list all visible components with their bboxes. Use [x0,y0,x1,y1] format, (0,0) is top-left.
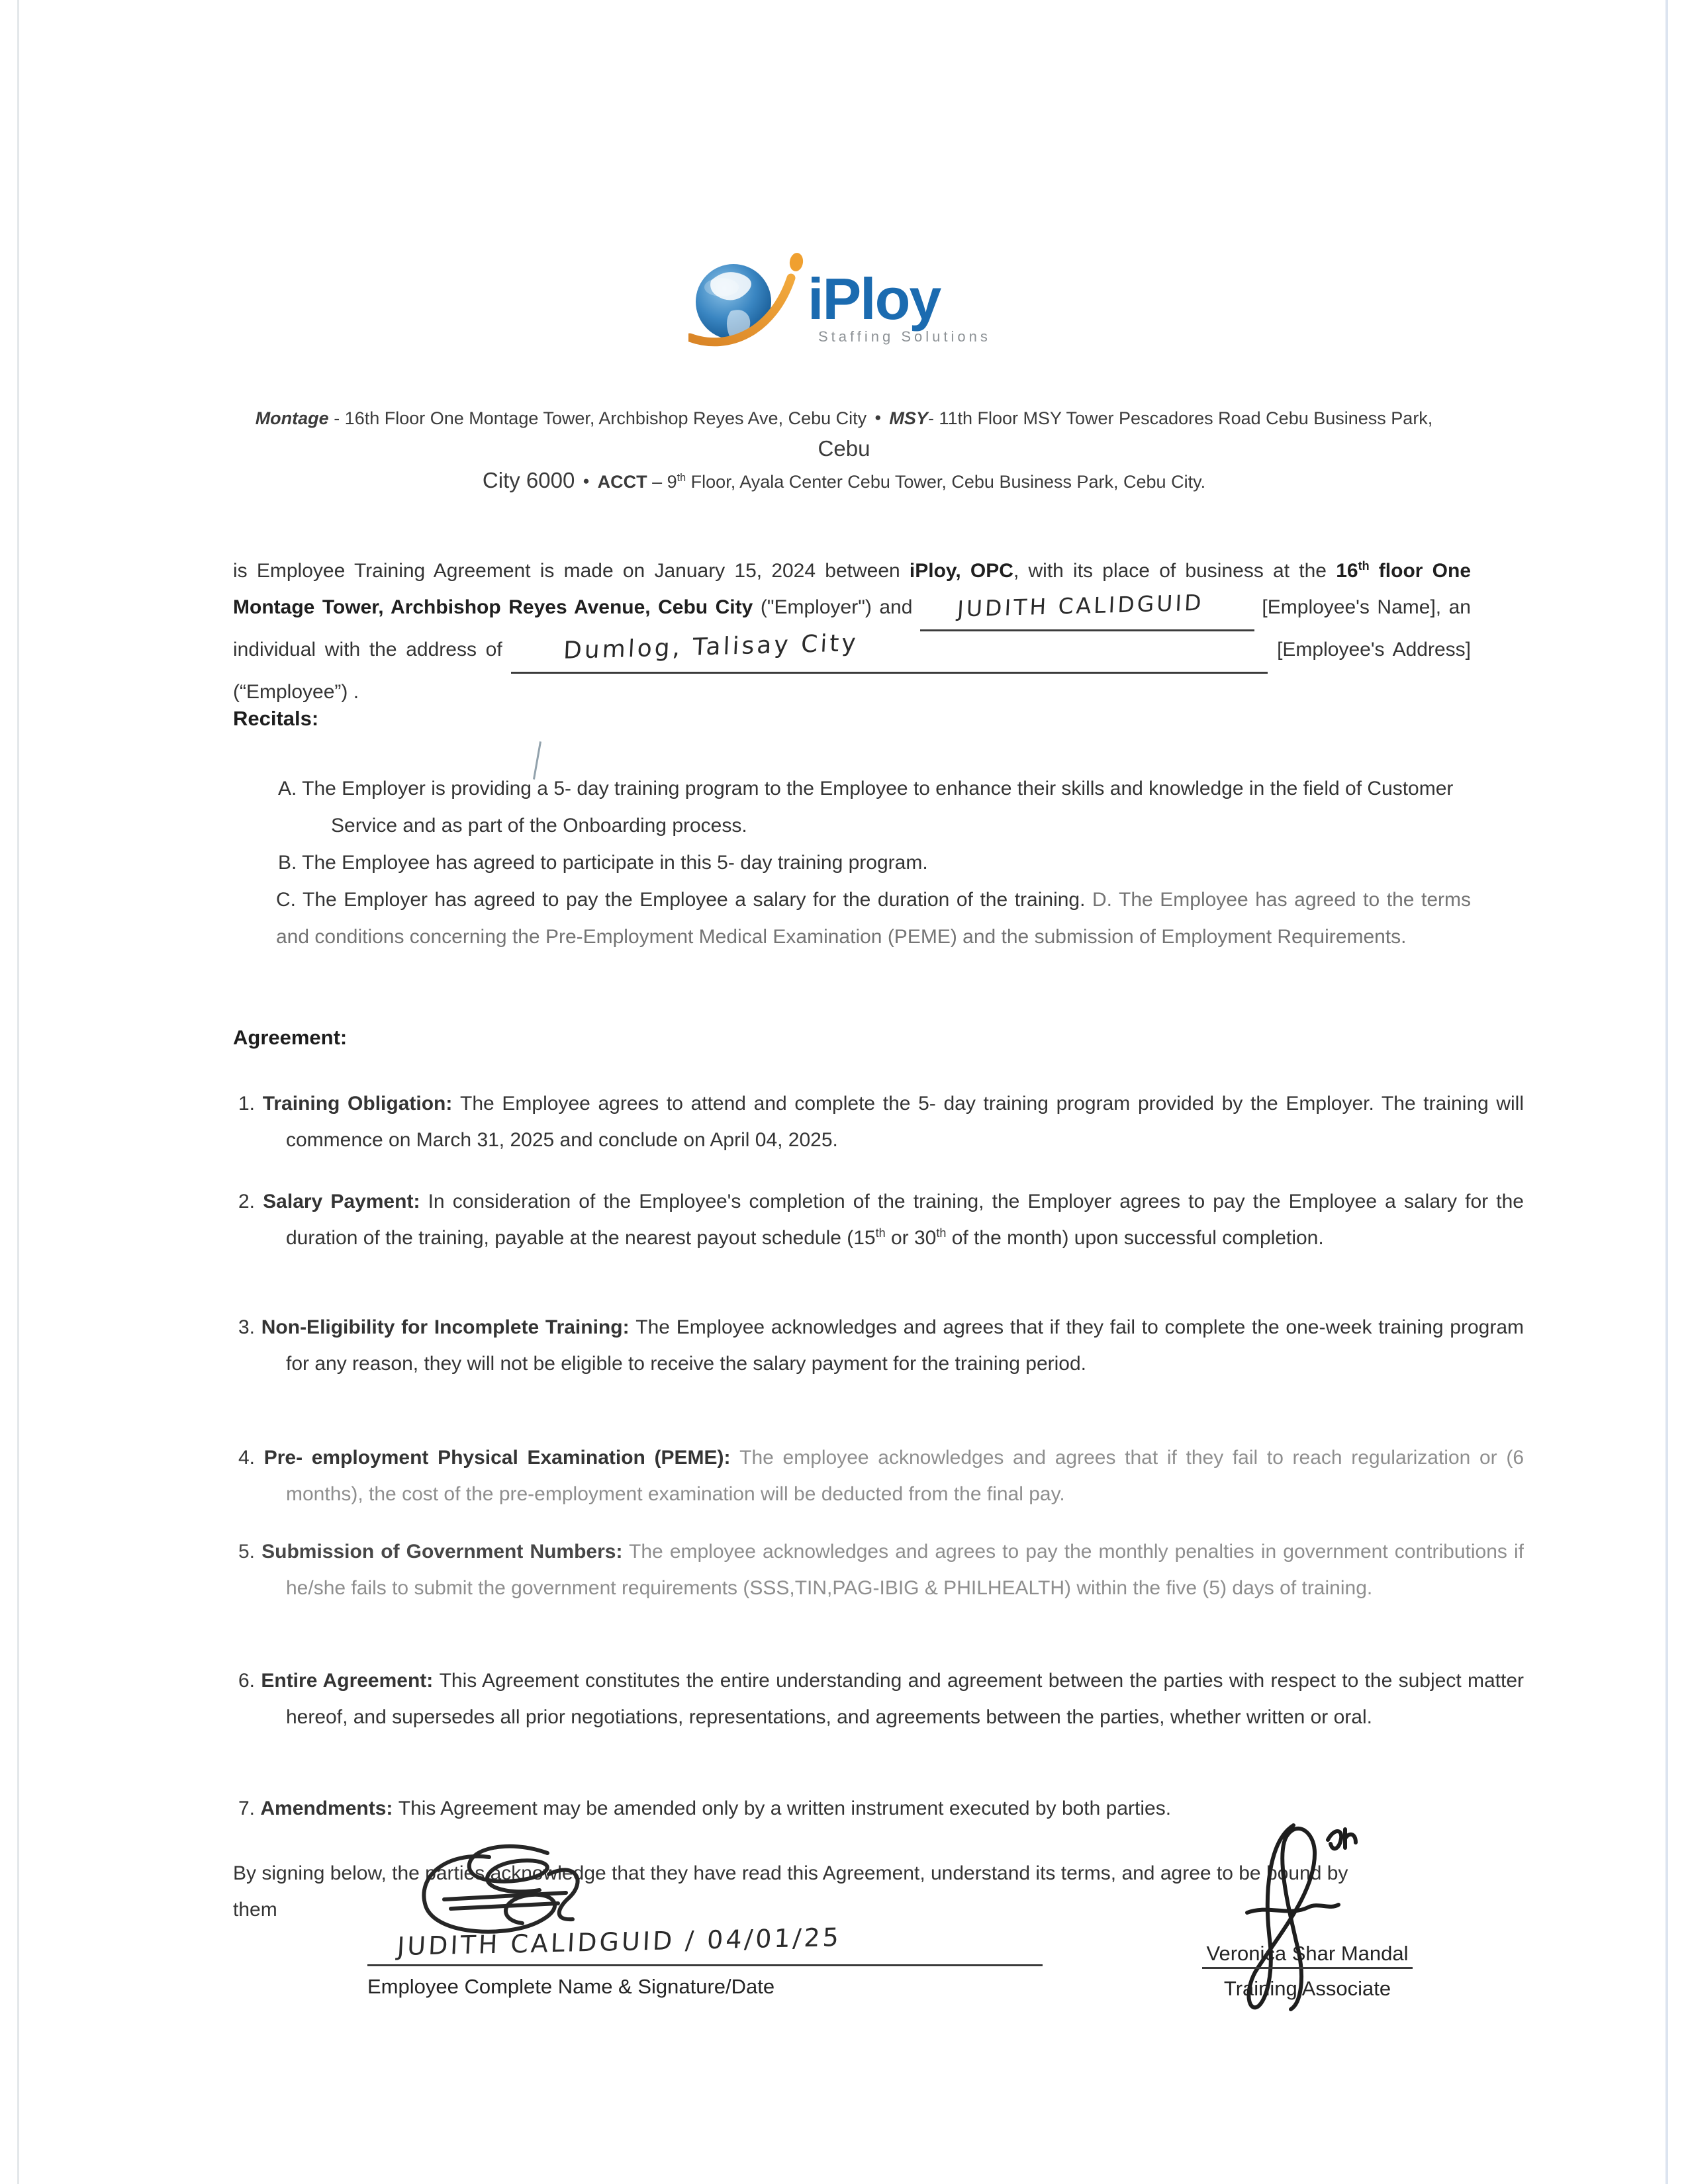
trainer-name: Veronica Shar Mandal [1202,1942,1412,1969]
agreement-heading: Agreement: [233,1026,348,1049]
employee-address-handwritten: Dumlog, Talisay City [563,629,859,664]
item-7-number: 7. [238,1797,256,1819]
employee-signature-line [367,1964,1043,1966]
item-6-separator: : [426,1670,440,1692]
item-2-number: 2. [238,1191,256,1212]
brand-text: iPloy [808,266,941,332]
address-large-seg-1: Cebu [818,436,870,461]
item-2-separator: : [413,1191,428,1212]
recital-item-a [233,770,1471,844]
office-address-header [248,402,1440,497]
item-3-separator: : [622,1316,636,1338]
agreement-item-2 [238,1183,1524,1256]
item-5-title: Submission of Government Numbers: [261,1541,623,1563]
recital-d-text-gray: D. The Employee has agreed to the terms and conditions concerning the Pre-Employment Medical Examination (PEME) and the submission of Employment Requirements. [276,889,1471,948]
acct-office-text-2: Floor, Ayala Center Cebu Tower, Cebu Business Park, Cebu City. [686,472,1206,492]
intro-seg-2: , with its place of business at the [1013,560,1336,582]
company-logo [0,246,1688,349]
item-2-body-2: or 30 [885,1227,937,1249]
agreement-item-5 [238,1533,1524,1606]
item-4-title: Pre- employment Physical Examination (PEME) [263,1447,724,1469]
item-2-superscript-30th: th [936,1226,947,1240]
floor-number-bold: 16 [1336,560,1358,582]
msy-office-text: - 11th Floor MSY Tower Pescadores Road Cebu Business Park, [927,408,1433,428]
item-2-body-1: In consideration of the Employee's completion of the training, the Employer agrees to pay the Employee a salary for the duration of the training, payable at the nearest payout schedule (15 [286,1191,1524,1249]
acct-office-text-1: – 9 [647,472,677,492]
item-3-title: Non-Eligibility for Incomplete Training [261,1316,623,1338]
closing-paragraph: By signing below, the parties acknowledge that they have read this Agreement, understand its terms, and agree to be bound by them [233,1862,1348,1921]
item-6-body: This Agreement constitutes the entire understanding and agreement between the parties with respect to the subject matter hereof, and supersedes all prior negotiations, representations, and agreements between the parties, whether written or oral. [286,1670,1524,1728]
employee-name-date-handwritten [396,1922,842,1962]
item-1-separator: : [445,1093,461,1115]
item-6-number: 6. [238,1670,256,1692]
intro-seg-1: is Employee Training Agreement is made on January 15, 2024 between [233,560,910,582]
montage-office-text: - 16th Floor One Montage Tower, Archbishop Reyes Ave, Cebu City [328,408,867,428]
recital-a-text: The Employer is providing a 5- day training program to the Employee to enhance their skills and knowledge in the field of Customer Service and as part of the Onboarding process. [302,778,1454,837]
item-3-number: 3. [238,1316,256,1338]
acct-office-label: ACCT [597,472,647,492]
item-1-title: Training Obligation [262,1093,446,1115]
item-5-body: The employee acknowledges and agrees to pay the monthly penalties in government contributions if he/she fails to submit the government requirements (SSS,TIN,PAG-IBIG & PHILHEALTH) within the five (5) days of training. [286,1541,1524,1599]
item-1-number: 1. [238,1093,256,1115]
trainer-role-label: Training Associate [1223,1977,1391,2000]
item-7-body: This Agreement may be amended only by a written instrument executed by both parties. [398,1797,1172,1819]
recital-b-text: The Employee has agreed to participate in this 5- day training program. [302,852,928,874]
montage-office-label: Montage [255,408,329,428]
company-name-bold: iPloy, OPC [909,560,1013,582]
intro-seg-5: [Employee's Address] (“Employee”) . [233,639,1471,703]
recitals-heading: Recitals: [233,707,319,730]
agreement-item-4 [238,1439,1524,1512]
intro-seg-3: ("Employer") and [760,596,920,618]
employee-name-date-text: JUDITH CALIDGUID / 04/01/25 [396,1922,842,1962]
bullet-separator-icon: ● [583,475,590,487]
acct-floor-superscript: th [677,472,686,484]
intro-seg-4: [Employee's Name], an individual with the address of [233,596,1471,660]
item-5-separator [622,1541,629,1563]
agreement-item-1 [238,1085,1524,1158]
recital-item-c [233,882,1471,956]
employee-signature-label: Employee Complete Name & Signature/Date [367,1975,775,1998]
business-address-bold: floor One Montage Tower, Archbishop Reyes Avenue, Cebu City [233,560,1471,618]
address-large-seg-2: City 6000 [482,468,575,492]
iploy-logo-graphic [688,246,1000,349]
item-7-title: Amendments [260,1797,387,1819]
item-4-body: The employee acknowledges and agrees that if they fail to reach regularization or (6 months), the cost of the pre-employment examination will be deducted from the final pay. [286,1447,1524,1505]
item-2-body-3: of the month) upon successful completion. [946,1227,1324,1249]
recitals-list [233,770,1471,956]
recital-c-label: C. [276,889,296,911]
bullet-separator-icon: ● [874,411,882,424]
item-2-superscript-15th: th [875,1226,886,1240]
employee-name-blank [920,589,1254,631]
intro-paragraph [233,553,1471,710]
employee-address-blank [511,629,1268,674]
agreement-item-3 [238,1309,1524,1382]
address-line-2 [248,465,1440,497]
trainer-signature-block [1165,1942,1450,2001]
recital-b-label: B. [278,852,297,874]
brand-tagline: Staffing Solutions [818,328,991,345]
agreement-item-6 [238,1662,1524,1735]
orange-dot-icon [788,252,804,273]
recital-item-b [233,844,1471,882]
item-2-title: Salary Payment [263,1191,414,1212]
item-3-body: The Employee acknowledges and agrees that if they fail to complete the one-week training program for any reason, they will not be eligible to receive the salary payment for the training period. [286,1316,1524,1375]
item-1-body: The Employee agrees to attend and complete the 5- day training program provided by the Employer. The training will commence on March 31, 2025 and conclude on April 04, 2025. [286,1093,1524,1151]
msy-office-label: MSY [889,408,928,428]
item-7-separator: : [386,1797,399,1819]
item-6-title: Entire Agreement [261,1670,427,1692]
item-4-number: 4. [238,1447,256,1469]
recital-c-text: The Employer has agreed to pay the Employee a salary for the duration of the training. [303,889,1092,911]
item-4-separator: : [724,1447,740,1469]
recital-a-label: A. [278,778,297,799]
floor-superscript: th [1358,559,1370,572]
item-5-number: 5. [238,1541,256,1563]
employee-name-handwritten: JUDITH CALIDGUID [957,589,1205,622]
address-line-1 [248,402,1440,465]
